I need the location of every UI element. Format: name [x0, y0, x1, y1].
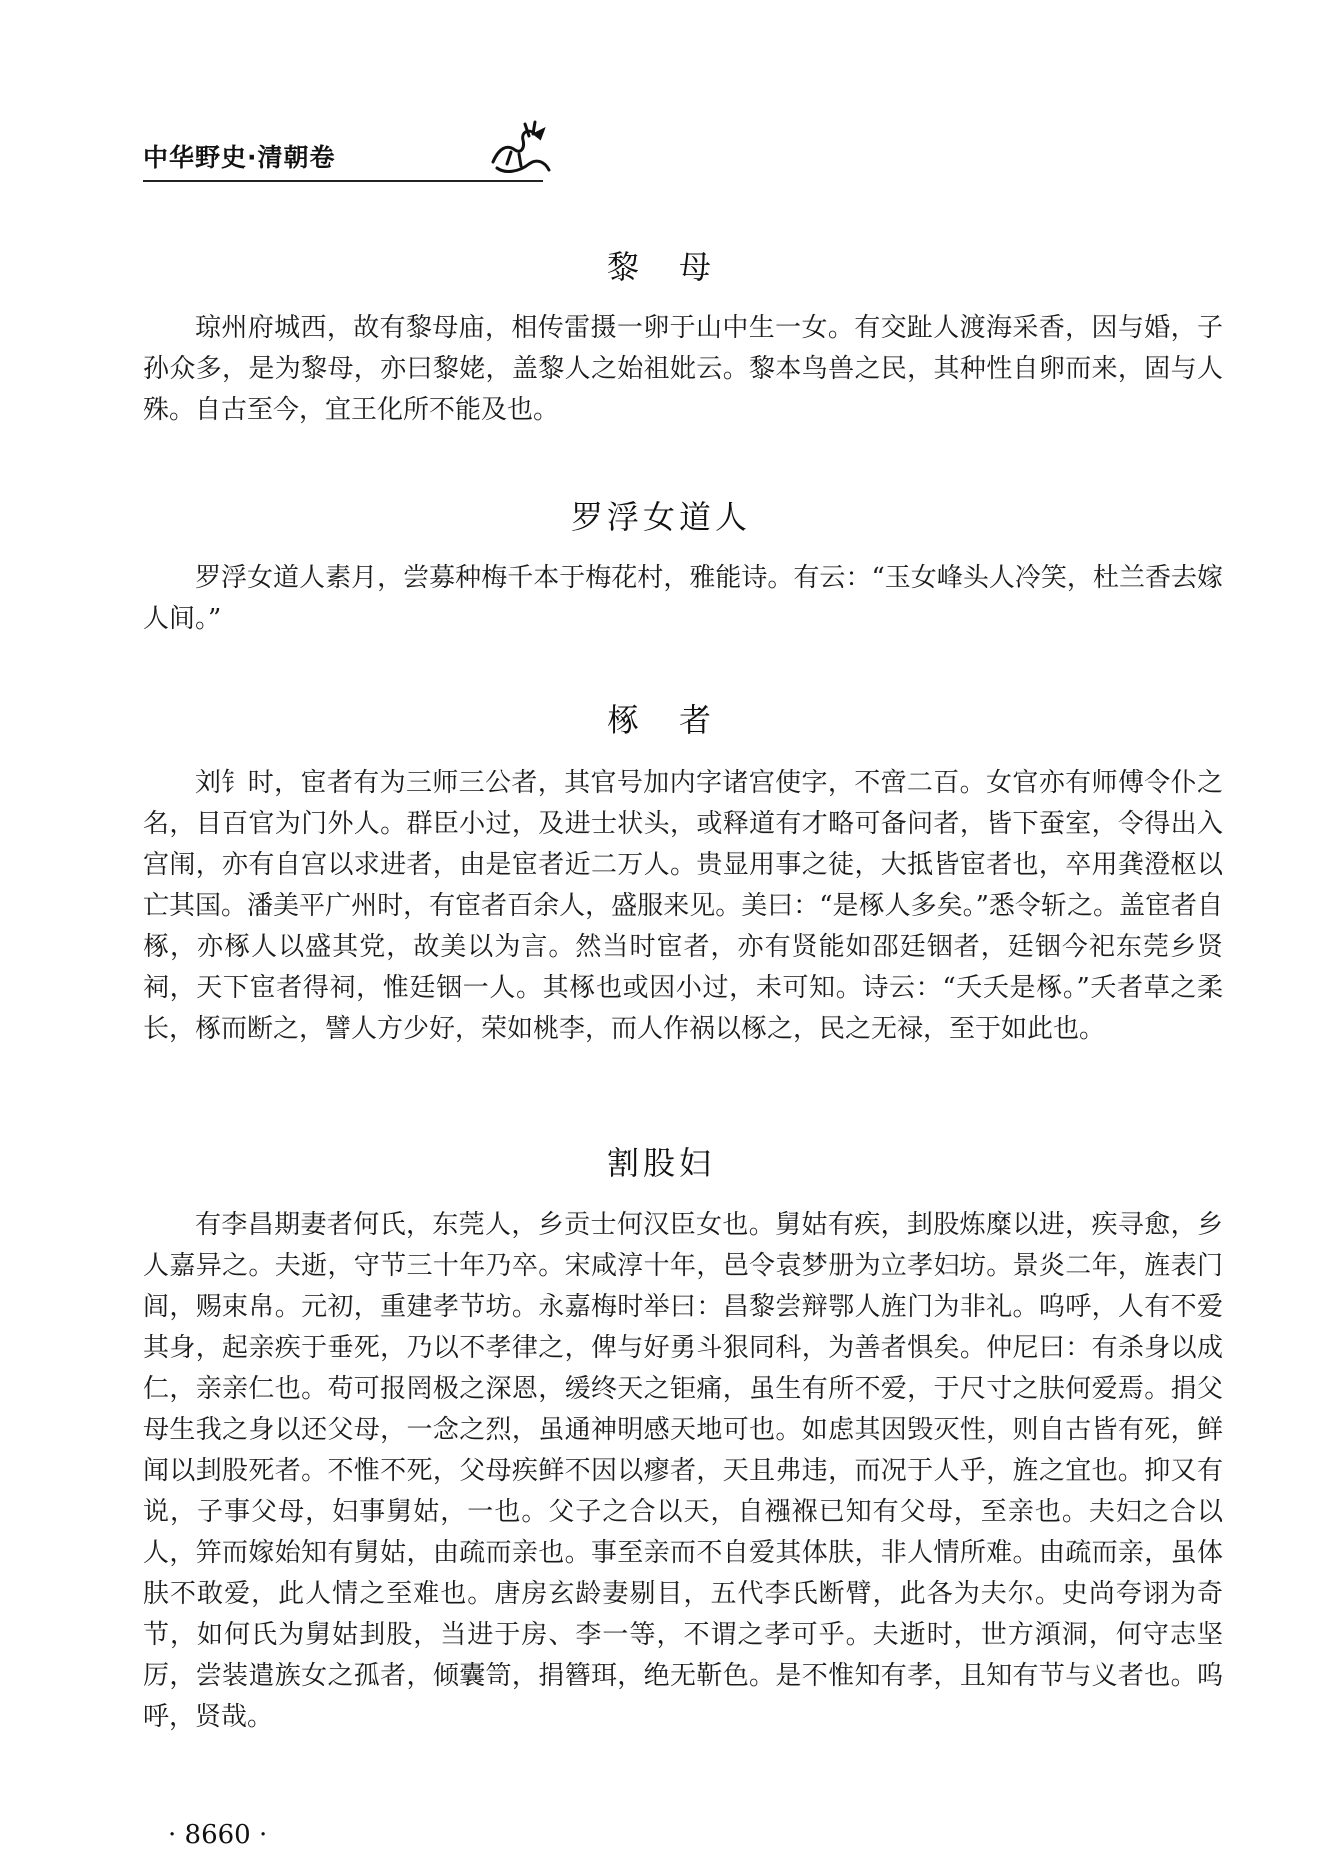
header-rule	[143, 180, 543, 182]
section-title-limu: 黎 母	[606, 248, 715, 286]
section-body-luofu: 罗浮女道人素月，尝募种梅千本于梅花村，雅能诗。有云：“玉女峰头人冷笑，杜兰香去嫁人间。”	[143, 563, 1223, 634]
section-title-luofu: 罗浮女道人	[570, 498, 751, 536]
section-body-gegufu: 有李昌期妻者何氏，东莞人，乡贡士何汉臣女也。舅姑有疾，刲股炼糜以进，疾寻愈，乡人嘉异之。夫逝，守节三十年乃卒。宋咸淳十年，邑令袁梦册为立孝妇坊。景炎二年，旌表门闾，赐束帛。元初，重建孝节坊。永嘉梅时举曰：昌黎尝辩鄂人旌门为非礼。呜呼，人有不爱其身，起亲疾于垂死，乃以不孝律之，俾与好勇斗狠同科，为善者惧矣。仲尼曰：有杀身以成仁，亲亲仁也。苟可报罔极之深恩，缓终天之钜痛，虽生有所不爱，于尺寸之肤何爱焉。捐父母生我之身以还父母，一念之烈，虽通神明感天地可也。如虑其因毁灭性，则自古皆有死，鲜闻以刲股死者。不惟不死，父母疾鲜不因以瘳者，天且弗违，而况于人乎，旌之宜也。抑又有说，子事父母，妇事舅姑，一也。父子之合以天，自襁褓已知有父母，至亲也。夫妇之合以人，笄而嫁始知有舅姑，由疏而亲也。事至亲而不自爱其体肤，非人情所难。由疏而亲，虽体肤不敢爱，此人情之至难也。唐房玄龄妻剔目，五代李氏断臂，此各为夫尔。史尚夸诩为奇节，如何氏为舅姑刲股，当进于房、李一等，不谓之孝可乎。夫逝时，世方澒洞，何守志坚厉，尝装遣族女之孤者，倾囊笥，捐簪珥，绝无靳色。是不惟知有孝，且知有节与义者也。呜呼，贤哉。	[143, 1210, 1223, 1732]
section-body-limu: 琼州府城西，故有黎母庙，相传雷摄一卵于山中生一女。有交趾人渡海采香，因与婚，子孙众多，是为黎母，亦曰黎姥，盖黎人之始祖妣云。黎本鸟兽之民，其种性自卵而来，固与人殊。自古至今，宜王化所不能及也。	[143, 313, 1223, 425]
page-number: · 8660 ·	[168, 1820, 268, 1850]
section-title-gegufu: 割股妇	[606, 1144, 715, 1182]
section-title-zhuozhe: 椓 者	[606, 701, 715, 739]
dragon-ornament-icon	[485, 118, 555, 178]
section-body-zhuozhe: 刘钅时，宦者有为三师三公者，其官号加内字诸宫使字，不啻二百。女官亦有师傅令仆之名，目百官为门外人。群臣小过，及进士状头，或释道有才略可备问者，皆下蚕室，令得出入宫闱，亦有自宫以求进者，由是宦者近二万人。贵显用事之徒，大抵皆宦者也，卒用龚澄枢以亡其国。潘美平广州时，有宦者百余人，盛服来见。美曰：“是椓人多矣。”悉令斩之。盖宦者自椓，亦椓人以盛其党，故美以为言。然当时宦者，亦有贤能如邵廷铟者，廷铟今祀东莞乡贤祠，天下宦者得祠，惟廷铟一人。其椓也或因小过，未可知。诗云：“夭夭是椓。”夭者草之柔长，椓而断之，譬人方少好，荣如桃李，而人作祸以椓之，民之无禄，至于如此也。	[143, 768, 1223, 1044]
book-title: 中华野史·清朝卷	[143, 143, 336, 172]
